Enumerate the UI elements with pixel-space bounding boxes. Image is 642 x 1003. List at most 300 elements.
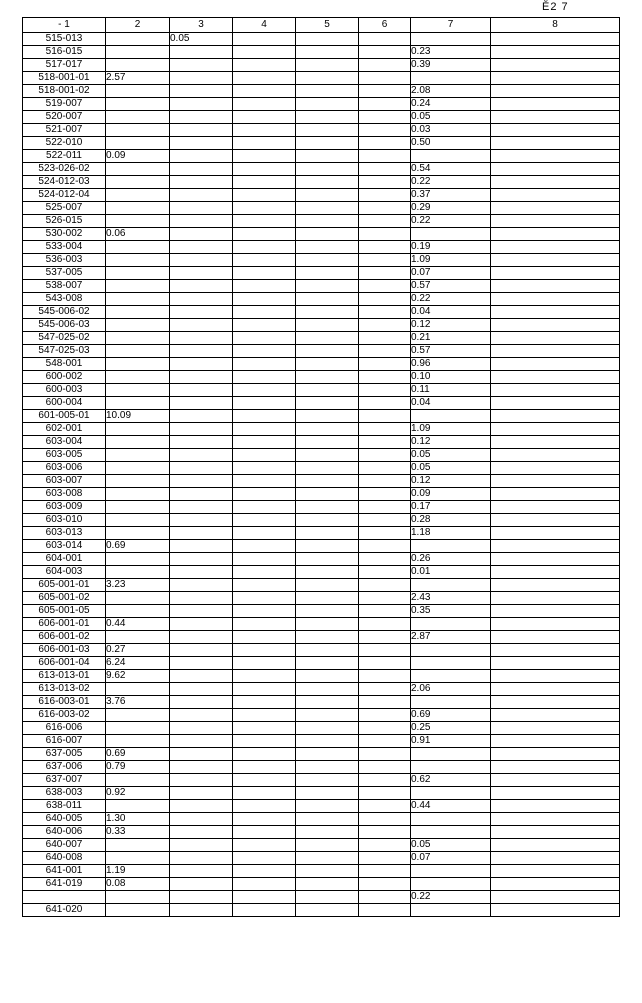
table-cell — [170, 501, 233, 514]
table-cell — [491, 891, 620, 904]
table-cell — [491, 787, 620, 800]
table-cell — [296, 852, 359, 865]
row-code-cell: 603-007 — [23, 475, 106, 488]
table-cell — [359, 761, 411, 774]
table-row — [23, 423, 620, 436]
table-cell — [411, 72, 491, 85]
table-cell — [296, 397, 359, 410]
table-cell — [170, 475, 233, 488]
table-cell: 10.09 — [106, 410, 170, 423]
table-cell — [170, 904, 233, 917]
row-code-cell: 606-001-01 — [23, 618, 106, 631]
table-cell — [106, 631, 170, 644]
table-cell — [491, 514, 620, 527]
table-cell: 0.12 — [411, 319, 491, 332]
table-cell — [233, 189, 296, 202]
table-cell: 2.87 — [411, 631, 491, 644]
table-cell — [170, 332, 233, 345]
table-cell — [106, 683, 170, 696]
table-cell — [296, 384, 359, 397]
table-row — [23, 527, 620, 540]
table-cell — [233, 800, 296, 813]
table-row — [23, 501, 620, 514]
table-row — [23, 514, 620, 527]
table-cell — [106, 189, 170, 202]
table-row — [23, 683, 620, 696]
row-code-cell: 515-013 — [23, 33, 106, 46]
table-cell — [233, 514, 296, 527]
table-cell — [411, 826, 491, 839]
table-cell: 0.06 — [106, 228, 170, 241]
table-cell — [233, 722, 296, 735]
table-cell — [296, 85, 359, 98]
table-cell — [170, 722, 233, 735]
table-row — [23, 657, 620, 670]
table-cell — [233, 501, 296, 514]
table-cell — [170, 748, 233, 761]
table-cell — [296, 527, 359, 540]
table-cell — [491, 150, 620, 163]
row-code-cell: 545-006-03 — [23, 319, 106, 332]
table-cell — [491, 306, 620, 319]
table-cell — [233, 696, 296, 709]
table-cell — [233, 462, 296, 475]
row-code-cell: 616-006 — [23, 722, 106, 735]
table-cell — [106, 215, 170, 228]
table-row — [23, 319, 620, 332]
table-cell — [170, 462, 233, 475]
table-cell — [170, 618, 233, 631]
table-cell — [233, 241, 296, 254]
table-cell — [296, 865, 359, 878]
table-cell — [170, 644, 233, 657]
table-row — [23, 566, 620, 579]
table-row — [23, 267, 620, 280]
table-cell — [359, 280, 411, 293]
table-cell — [233, 59, 296, 72]
table-row — [23, 540, 620, 553]
table-cell — [411, 748, 491, 761]
table-cell: 0.35 — [411, 605, 491, 618]
table-cell — [411, 228, 491, 241]
row-code-cell: 548-001 — [23, 358, 106, 371]
table-cell — [106, 722, 170, 735]
table-cell — [233, 397, 296, 410]
table-cell — [233, 215, 296, 228]
table-cell — [296, 566, 359, 579]
table-cell — [106, 59, 170, 72]
table-cell — [296, 761, 359, 774]
table-cell — [296, 189, 359, 202]
table-cell — [170, 423, 233, 436]
table-cell: 1.09 — [411, 254, 491, 267]
table-cell — [106, 293, 170, 306]
table-cell: 0.91 — [411, 735, 491, 748]
table-cell: 9.62 — [106, 670, 170, 683]
table-cell — [491, 670, 620, 683]
table-cell — [170, 592, 233, 605]
table-cell — [296, 59, 359, 72]
table-cell — [491, 85, 620, 98]
table-cell — [491, 592, 620, 605]
table-cell — [411, 878, 491, 891]
table-cell: 0.05 — [411, 111, 491, 124]
table-cell — [170, 553, 233, 566]
table-cell — [359, 345, 411, 358]
table-cell — [106, 904, 170, 917]
table-cell: 0.37 — [411, 189, 491, 202]
table-cell: 0.05 — [411, 449, 491, 462]
table-row — [23, 72, 620, 85]
table-cell: 0.05 — [411, 839, 491, 852]
table-cell — [106, 501, 170, 514]
table-cell — [106, 423, 170, 436]
table-cell — [359, 501, 411, 514]
row-code-cell: 613-013-02 — [23, 683, 106, 696]
table-row — [23, 735, 620, 748]
table-row — [23, 722, 620, 735]
table-cell — [359, 787, 411, 800]
table-cell — [233, 852, 296, 865]
table-cell — [106, 462, 170, 475]
table-cell — [170, 514, 233, 527]
table-row — [23, 553, 620, 566]
table-cell — [233, 306, 296, 319]
table-cell: 0.92 — [106, 787, 170, 800]
table-cell — [170, 111, 233, 124]
table-cell — [106, 332, 170, 345]
table-cell — [296, 345, 359, 358]
table-cell — [359, 696, 411, 709]
table-cell — [233, 709, 296, 722]
table-row — [23, 891, 620, 904]
table-cell — [359, 852, 411, 865]
table-cell — [170, 839, 233, 852]
table-cell — [491, 163, 620, 176]
table-cell — [411, 787, 491, 800]
table-cell — [296, 293, 359, 306]
table-cell — [296, 644, 359, 657]
table-cell — [296, 72, 359, 85]
table-row — [23, 306, 620, 319]
table-cell — [491, 709, 620, 722]
table-cell — [411, 904, 491, 917]
table-cell — [491, 46, 620, 59]
table-cell — [296, 202, 359, 215]
table-row — [23, 33, 620, 46]
table-cell — [170, 865, 233, 878]
table-cell — [359, 605, 411, 618]
row-code-cell: 518-001-02 — [23, 85, 106, 98]
table-cell — [296, 150, 359, 163]
table-cell — [233, 111, 296, 124]
table-cell: 1.30 — [106, 813, 170, 826]
table-cell — [359, 839, 411, 852]
table-cell — [359, 631, 411, 644]
table-row — [23, 254, 620, 267]
table-cell — [170, 800, 233, 813]
table-cell: 0.22 — [411, 176, 491, 189]
row-code-cell: 616-007 — [23, 735, 106, 748]
table-cell — [106, 241, 170, 254]
table-cell — [359, 228, 411, 241]
row-code-cell: 603-014 — [23, 540, 106, 553]
table-row — [23, 579, 620, 592]
table-cell: 2.06 — [411, 683, 491, 696]
table-cell — [296, 800, 359, 813]
table-cell — [233, 488, 296, 501]
table-cell — [296, 670, 359, 683]
table-cell — [491, 865, 620, 878]
table-cell — [233, 332, 296, 345]
table-cell — [491, 215, 620, 228]
table-cell — [359, 566, 411, 579]
table-cell — [233, 657, 296, 670]
row-code-cell: 640-006 — [23, 826, 106, 839]
table-cell — [491, 319, 620, 332]
table-cell — [170, 878, 233, 891]
table-cell — [106, 111, 170, 124]
table-cell — [359, 878, 411, 891]
table-cell — [170, 228, 233, 241]
table-cell — [411, 540, 491, 553]
table-cell — [491, 826, 620, 839]
table-cell — [296, 423, 359, 436]
table-cell: 0.26 — [411, 553, 491, 566]
table-cell — [233, 774, 296, 787]
table-cell — [491, 501, 620, 514]
table-cell — [491, 397, 620, 410]
table-cell — [233, 891, 296, 904]
table-cell — [359, 579, 411, 592]
table-cell — [491, 72, 620, 85]
table-row — [23, 488, 620, 501]
table-row — [23, 787, 620, 800]
table-cell — [491, 202, 620, 215]
table-cell: 0.96 — [411, 358, 491, 371]
table-cell — [411, 657, 491, 670]
table-cell: 0.04 — [411, 306, 491, 319]
table-row — [23, 215, 620, 228]
row-code-cell: 522-011 — [23, 150, 106, 163]
table-cell — [170, 345, 233, 358]
table-cell — [491, 254, 620, 267]
table-cell — [359, 644, 411, 657]
row-code-cell: 603-005 — [23, 449, 106, 462]
row-code-cell: 640-008 — [23, 852, 106, 865]
table-row — [23, 878, 620, 891]
table-cell — [359, 59, 411, 72]
table-cell — [233, 566, 296, 579]
table-cell — [359, 72, 411, 85]
row-code-cell: 530-002 — [23, 228, 106, 241]
table-cell — [233, 839, 296, 852]
table-cell — [359, 189, 411, 202]
table-cell — [296, 358, 359, 371]
row-code-cell: 522-010 — [23, 137, 106, 150]
table-cell — [491, 657, 620, 670]
table-cell: 0.44 — [411, 800, 491, 813]
table-cell — [491, 800, 620, 813]
table-cell — [233, 46, 296, 59]
row-code-cell: 603-004 — [23, 436, 106, 449]
table-cell — [296, 410, 359, 423]
table-row — [23, 774, 620, 787]
table-cell — [170, 202, 233, 215]
table-cell — [491, 384, 620, 397]
table-cell — [233, 410, 296, 423]
column-header: 4 — [233, 18, 296, 33]
table-cell: 0.09 — [411, 488, 491, 501]
table-row — [23, 176, 620, 189]
table-cell — [296, 98, 359, 111]
table-cell — [170, 59, 233, 72]
table-cell — [359, 215, 411, 228]
table-cell: 0.22 — [411, 215, 491, 228]
table-row — [23, 839, 620, 852]
table-cell — [106, 488, 170, 501]
table-cell — [359, 176, 411, 189]
table-cell — [106, 397, 170, 410]
table-cell: 0.28 — [411, 514, 491, 527]
table-cell — [491, 423, 620, 436]
table-cell — [359, 475, 411, 488]
table-row — [23, 709, 620, 722]
table-cell — [411, 618, 491, 631]
table-cell: 0.57 — [411, 280, 491, 293]
table-row — [23, 605, 620, 618]
table-cell — [359, 722, 411, 735]
table-cell — [233, 72, 296, 85]
table-cell — [296, 111, 359, 124]
table-cell — [106, 306, 170, 319]
table-cell — [491, 839, 620, 852]
table-cell — [233, 540, 296, 553]
row-code-cell: 547-025-02 — [23, 332, 106, 345]
table-cell: 0.44 — [106, 618, 170, 631]
row-code-cell: 603-008 — [23, 488, 106, 501]
table-cell — [491, 124, 620, 137]
table-cell — [233, 475, 296, 488]
table-cell: 0.33 — [106, 826, 170, 839]
table-cell — [296, 33, 359, 46]
table-cell: 0.12 — [411, 436, 491, 449]
table-cell — [296, 696, 359, 709]
table-row — [23, 696, 620, 709]
table-cell: 0.03 — [411, 124, 491, 137]
table-cell — [170, 527, 233, 540]
table-cell — [296, 462, 359, 475]
table-cell — [106, 852, 170, 865]
table-cell — [359, 33, 411, 46]
table-cell: 0.05 — [170, 33, 233, 46]
table-cell — [491, 631, 620, 644]
table-cell: 0.21 — [411, 332, 491, 345]
table-cell — [359, 527, 411, 540]
table-row — [23, 358, 620, 371]
table-cell — [296, 657, 359, 670]
table-cell — [491, 332, 620, 345]
table-cell — [491, 267, 620, 280]
table-cell: 0.57 — [411, 345, 491, 358]
column-header: 3 — [170, 18, 233, 33]
row-code-cell: 600-003 — [23, 384, 106, 397]
column-header: 7 — [411, 18, 491, 33]
table-cell — [170, 371, 233, 384]
row-code-cell: 605-001-01 — [23, 579, 106, 592]
table-cell: 0.07 — [411, 267, 491, 280]
row-code-cell — [23, 891, 106, 904]
table-row — [23, 46, 620, 59]
table-cell — [296, 592, 359, 605]
table-cell — [170, 852, 233, 865]
table-cell — [233, 735, 296, 748]
table-cell — [491, 527, 620, 540]
table-cell — [170, 436, 233, 449]
table-cell — [170, 891, 233, 904]
table-cell — [170, 774, 233, 787]
table-cell — [296, 254, 359, 267]
table-cell — [359, 709, 411, 722]
table-row — [23, 202, 620, 215]
table-row — [23, 163, 620, 176]
table-row — [23, 852, 620, 865]
table-cell: 0.25 — [411, 722, 491, 735]
table-cell: 1.18 — [411, 527, 491, 540]
table-cell — [233, 358, 296, 371]
row-code-cell: 638-011 — [23, 800, 106, 813]
table-cell — [106, 475, 170, 488]
table-cell: 0.01 — [411, 566, 491, 579]
column-header: 5 — [296, 18, 359, 33]
table-cell — [491, 449, 620, 462]
table-cell — [170, 566, 233, 579]
table-row — [23, 670, 620, 683]
row-code-cell: 613-013-01 — [23, 670, 106, 683]
table-cell: 3.76 — [106, 696, 170, 709]
table-row — [23, 826, 620, 839]
table-row — [23, 371, 620, 384]
table-cell — [359, 670, 411, 683]
table-row — [23, 228, 620, 241]
table-cell — [106, 137, 170, 150]
table-cell — [106, 33, 170, 46]
table-cell — [491, 280, 620, 293]
table-cell — [106, 46, 170, 59]
table-cell — [296, 319, 359, 332]
table-cell — [359, 748, 411, 761]
table-cell — [296, 735, 359, 748]
row-code-cell: 600-002 — [23, 371, 106, 384]
table-cell — [106, 592, 170, 605]
table-row — [23, 748, 620, 761]
table-cell — [296, 280, 359, 293]
table-row — [23, 592, 620, 605]
table-cell — [106, 527, 170, 540]
table-cell: 0.23 — [411, 46, 491, 59]
row-code-cell: 526-015 — [23, 215, 106, 228]
table-cell — [359, 46, 411, 59]
table-cell — [491, 774, 620, 787]
table-row — [23, 813, 620, 826]
table-row — [23, 150, 620, 163]
table-cell — [296, 813, 359, 826]
table-cell — [170, 267, 233, 280]
row-code-cell: 525-007 — [23, 202, 106, 215]
table-cell — [170, 579, 233, 592]
table-cell — [491, 852, 620, 865]
table-cell — [491, 410, 620, 423]
